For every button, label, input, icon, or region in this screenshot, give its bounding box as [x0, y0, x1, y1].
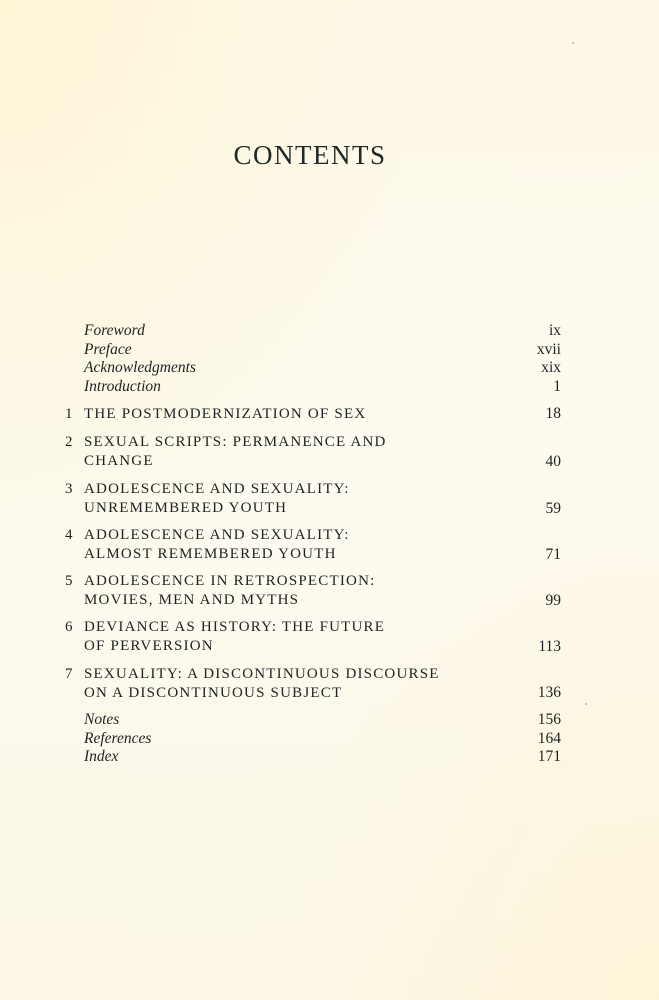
chapter-page-number: 18	[545, 405, 561, 422]
chapter-number: 4	[65, 527, 73, 543]
entry-page-number: xix	[541, 359, 561, 376]
chapter-number: 5	[65, 573, 73, 589]
entry-label: Acknowledgments	[84, 359, 196, 376]
entry-page-number: ix	[548, 322, 561, 339]
chapter-page-number: 99	[545, 592, 561, 609]
entry-label: References	[84, 730, 152, 747]
entry-label: Preface	[84, 341, 132, 358]
page-title: CONTENTS	[233, 140, 387, 170]
chapter-page-number: 71	[545, 546, 561, 563]
chapter-number: 1	[65, 406, 73, 422]
chapter-page-number: 40	[545, 453, 561, 470]
entry-page-number: 164	[537, 730, 561, 747]
entry-label: Foreword	[84, 322, 145, 339]
chapter-number: 2	[65, 434, 73, 450]
chapter-title: SEXUAL SCRIPTS: PERMANENCE AND CHANGE	[84, 434, 387, 469]
chapter-title: ADOLESCENCE AND SEXUALITY: ALMOST REMEMBERED YOUTH	[84, 527, 350, 562]
scan-speck	[572, 42, 574, 44]
chapter-number: 7	[65, 666, 73, 682]
entry-page-number: xvii	[536, 341, 561, 358]
chapter-page-number: 113	[538, 638, 561, 655]
chapter-page-number: 59	[545, 500, 561, 517]
entry-label: Index	[84, 748, 119, 765]
chapter-title: SEXUALITY: A DISCONTINUOUS DISCOURSE ON A DISCONTINUOUS SUBJECT	[84, 666, 440, 701]
entry-page-number: 171	[537, 748, 561, 765]
chapter-number: 3	[65, 481, 73, 497]
chapter-title: THE POSTMODERNIZATION OF SEX	[84, 406, 367, 422]
chapter-title: ADOLESCENCE AND SEXUALITY: UNREMEMBERED YOUTH	[84, 481, 350, 516]
entry-label: Notes	[84, 711, 120, 728]
entry-page-number: 1	[553, 378, 561, 395]
chapter-title: ADOLESCENCE IN RETROSPECTION: MOVIES, MEN AND MYTHS	[84, 573, 376, 608]
entry-page-number: 156	[537, 711, 561, 728]
chapter-page-number: 136	[537, 684, 561, 701]
chapter-title: DEVIANCE AS HISTORY: THE FUTURE OF PERVERSION	[84, 619, 386, 654]
chapter-number: 6	[65, 619, 73, 635]
entry-label: Introduction	[84, 378, 161, 395]
scan-speck	[585, 703, 587, 705]
